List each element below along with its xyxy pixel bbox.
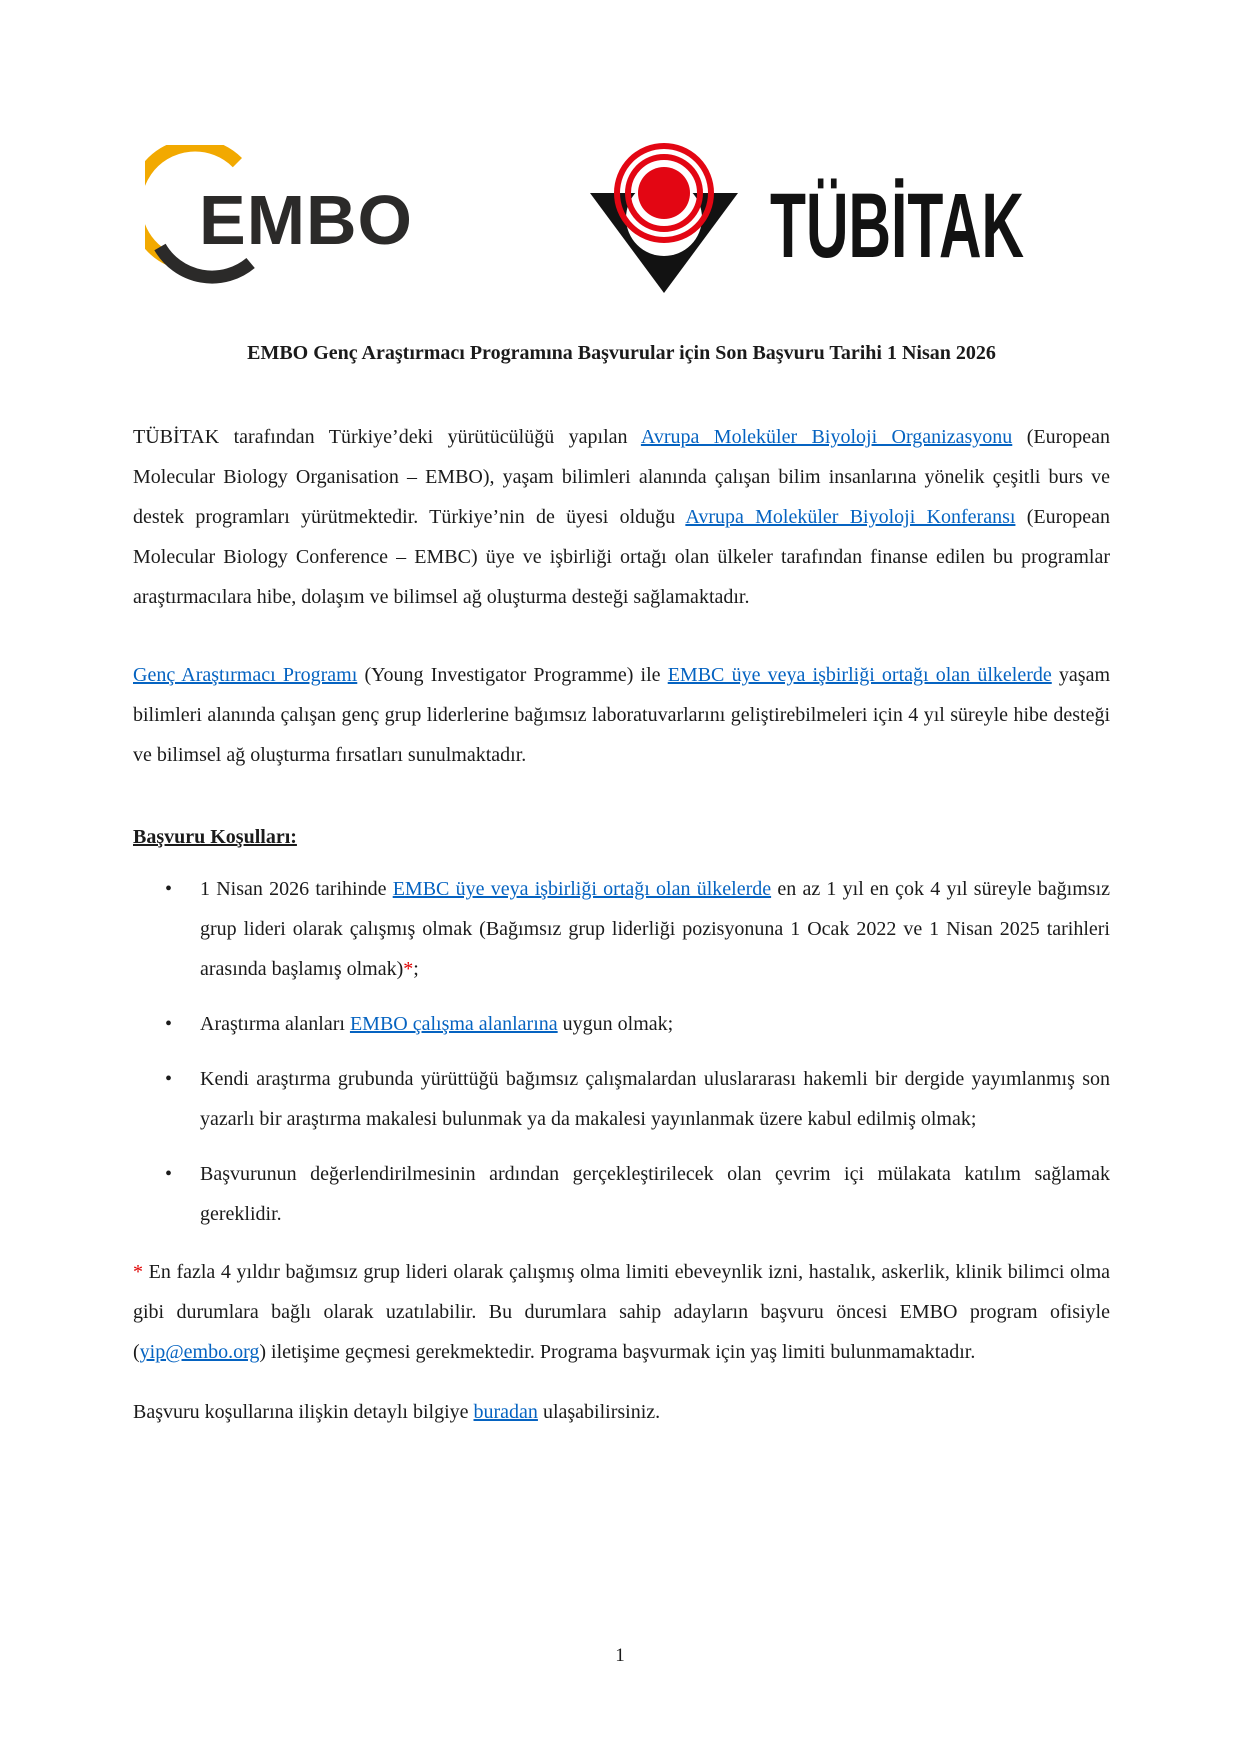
text-run: en az 1 yıl en çok 4 yıl süreyle bağımsız grup lideri olarak çalışmış olmak (Bağımsız grup liderliği pozisyonuna 1 Ocak 2022 ve 1 Nisan 2025 tarihleri arasında başlamış olmak) [200, 878, 1111, 980]
bullet-dot-icon: • [165, 1163, 173, 1185]
red-asterisk: * [133, 1261, 149, 1283]
text-run: En fazla 4 yıldır bağımsız grup lideri olarak çalışmış olma limiti ebeveynlik izni, hastalık, askerlik, klinik bilimci olma gibi durumlara bağlı olarak uzatılabilir. Bu durumlara sahip adayların başvuru öncesi EMBO program ofisiyle ( [133, 1261, 1111, 1363]
programme-paragraph [133, 655, 1110, 775]
document-body [0, 340, 1240, 1432]
page-footer [0, 1645, 1240, 1667]
intro-paragraph [133, 417, 1110, 617]
closing-paragraph [133, 1392, 1110, 1432]
bullet-item [165, 869, 1111, 989]
text-run: uygun olmak; [557, 1013, 674, 1035]
bullet-text [200, 878, 1110, 980]
link-avrupa-molekuler-biyoloji-organizasyonu[interactable]: Avrupa Moleküler Biyoloji Organizasyonu [640, 426, 1013, 448]
page-number: 1 [615, 1645, 625, 1666]
link-embo-calisma-alanlari[interactable]: EMBO çalışma alanlarına [349, 1013, 558, 1035]
bullet-dot-icon: • [165, 878, 173, 900]
text-run: yaşam bilimleri alanında çalışan genç grup liderlerine bağımsız laboratuvarlarını geliştirebilmeleri için 4 yıl süreyle hibe desteği ve bilimsel ağ oluşturma fırsatları sunulmaktadır. [133, 664, 1111, 766]
bullet-item [165, 1154, 1110, 1234]
bullet-item [165, 1059, 1110, 1139]
document-header [0, 0, 1240, 315]
text-run: Başvurunun değerlendirilmesinin ardından gerçekleştirilecek olan çevrim içi mülakata katılım sağlamak gereklidir. [200, 1163, 1110, 1225]
conditions-list [133, 869, 1110, 1234]
red-asterisk: * [403, 958, 414, 980]
embo-logo-text: EMBO [191, 185, 421, 255]
tubitak-logo [588, 138, 1167, 296]
text-run: 1 Nisan 2026 tarihinde [200, 878, 393, 900]
link-embc-uye-ulkeler[interactable]: EMBC üye veya işbirliği ortağı olan ülkelerde [667, 664, 1052, 686]
text-run: ulaşabilirsiniz. [537, 1401, 661, 1423]
text-run: (European Molecular Biology Conference – EMBC) üye ve işbirliği ortağı olan ülkeler tarafından finanse edilen bu programlar araştırmacılara hibe, dolaşım ve bilimsel ağ oluşturma desteği sağlamaktadır. [133, 506, 1110, 608]
bullet-text [200, 1013, 673, 1035]
bullet-text [200, 1163, 1110, 1225]
embo-logo [145, 145, 445, 290]
bullet-text [200, 1068, 1110, 1130]
footnote-paragraph [133, 1252, 1110, 1372]
bullet-item [165, 1004, 1110, 1044]
link-genc-arastirmaci-programi[interactable]: Genç Araştırmacı Programı [133, 664, 358, 686]
link-embc-uye-ulkeler-bullet[interactable]: EMBC üye veya işbirliği ortağı olan ülkelerde [392, 878, 772, 900]
text-run: (Young Investigator Programme) ile [357, 664, 668, 686]
link-avrupa-molekuler-biyoloji-konferansi[interactable]: Avrupa Moleküler Biyoloji Konferansı [685, 506, 1016, 528]
tubitak-emblem-icon [588, 138, 740, 296]
text-run: Kendi araştırma grubunda yürüttüğü bağımsız çalışmalardan uluslararası hakemli bir dergide yayımlanmış son yazarlı bir araştırma makalesi bulunmak ya da makalesi yayınlanmak üzere kabul edilmiş olmak; [200, 1068, 1110, 1130]
text-run: (European Molecular Biology Organisation – EMBO), yaşam bilimleri alanında çalışan bilim insanlarına yönelik çeşitli burs ve destek programları yürütmektedir. Türkiye’nin de üyesi olduğu [133, 426, 1111, 528]
bullet-dot-icon: • [165, 1068, 173, 1090]
document-title: EMBO Genç Araştırmacı Programına Başvurular için Son Başvuru Tarihi 1 Nisan 2026 [247, 342, 996, 364]
text-run: ; [413, 958, 419, 980]
text-run: ) iletişime geçmesi gerekmektedir. Programa başvurmak için yaş limiti bulunmamaktadır. [259, 1341, 976, 1363]
link-buradan[interactable]: buradan [473, 1401, 538, 1423]
bullet-dot-icon: • [165, 1013, 173, 1035]
section-heading-basvuru-kosullari: Başvuru Koşulları: [133, 826, 297, 848]
text-run: Araştırma alanları [200, 1013, 350, 1035]
text-run: Başvuru koşullarına ilişkin detaylı bilgiye [133, 1401, 474, 1423]
text-run: TÜBİTAK tarafından Türkiye’deki yürütücülüğü yapılan [133, 426, 641, 448]
link-yip-embo-org-email[interactable]: yip@embo.org [139, 1341, 260, 1363]
tubitak-logo-text: TÜBİTAK [770, 175, 1025, 277]
